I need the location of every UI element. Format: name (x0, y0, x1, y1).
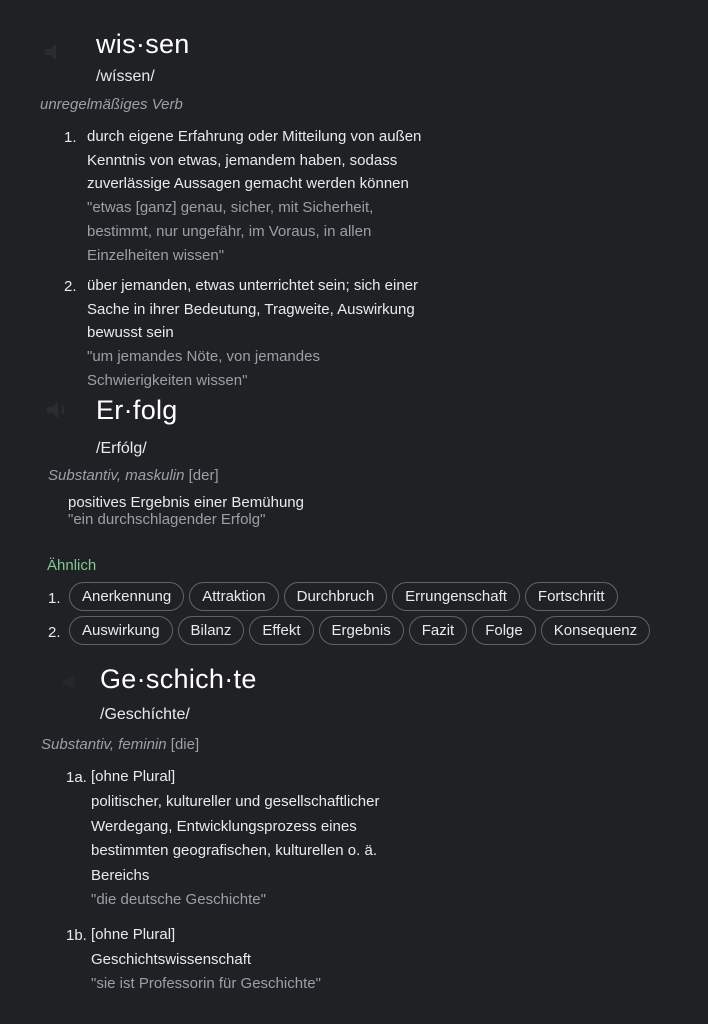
example-line: "etwas [ganz] genau, sicher, mit Sicherheit, (87, 199, 374, 217)
definition-line: bewusst sein (87, 324, 174, 342)
similar-row-number: 2. (48, 624, 61, 641)
example-line: "um jemandes Nöte, von jemandes (87, 348, 320, 366)
similar-word-chip[interactable]: Konsequenz (541, 616, 650, 645)
definition-line: Geschichtswissenschaft (91, 950, 252, 968)
sense-block (87, 125, 421, 267)
headword: Er·folg (96, 395, 178, 425)
sense-number: 1a. (66, 769, 87, 786)
sense-block (91, 923, 321, 997)
similar-word-chip[interactable]: Bilanz (178, 616, 245, 645)
example: "die deutsche Geschichte" (91, 891, 266, 908)
example: "ein durchschlagender Erfolg" (68, 511, 266, 528)
part-of-speech-label: Substantiv, maskulin (48, 467, 185, 484)
similar-words-row (69, 616, 650, 645)
definition-line: Werdegang, Entwicklungsprozess eines (91, 817, 357, 835)
similar-word-chip[interactable]: Anerkennung (69, 582, 184, 611)
sense-number: 1. (64, 129, 77, 146)
definition-line: zuverlässige Aussagen gemacht werden können (87, 175, 409, 193)
speaker-icon[interactable] (60, 670, 90, 694)
pronunciation: /wíssen/ (96, 68, 155, 85)
sense-block (87, 274, 418, 393)
sense-label: [ohne Plural] (91, 926, 176, 943)
similar-word-chip[interactable]: Fazit (409, 616, 468, 645)
pronunciation: /Erfólg/ (96, 440, 147, 457)
sense-label: [ohne Plural] (91, 768, 176, 785)
similar-word-chip[interactable]: Errungenschaft (392, 582, 520, 611)
example-line: Schwierigkeiten wissen" (87, 371, 248, 389)
part-of-speech: unregelmäßiges Verb (40, 96, 183, 113)
similar-word-chip[interactable]: Folge (472, 616, 536, 645)
example: "sie ist Professorin für Geschichte" (91, 975, 321, 992)
part-of-speech (41, 736, 199, 753)
headword: wis·sen (96, 29, 190, 59)
similar-word-chip[interactable]: Attraktion (189, 582, 278, 611)
similar-word-chip[interactable]: Durchbruch (284, 582, 388, 611)
similar-words-label: Ähnlich (47, 557, 97, 574)
definition-line: Bereichs (91, 866, 150, 884)
grammatical-article: [der] (188, 467, 219, 484)
sense-number: 1b. (66, 927, 87, 944)
part-of-speech-label: Substantiv, feminin (41, 736, 167, 753)
grammatical-article: [die] (170, 736, 200, 753)
definition-line: durch eigene Erfahrung oder Mitteilung von außen (87, 128, 422, 145)
speaker-icon[interactable] (44, 398, 74, 422)
definition-line: Kenntnis von etwas, jemandem haben, sodass (87, 151, 398, 169)
definition-line: politischer, kultureller und gesellschaftlicher (91, 793, 380, 810)
definition-line: bestimmten geografischen, kulturellen o. ä. (91, 842, 377, 859)
similar-word-chip[interactable]: Auswirkung (69, 616, 173, 645)
speaker-icon[interactable] (42, 40, 72, 64)
headword: Ge·schich·te (100, 664, 257, 694)
sense-number: 2. (64, 278, 77, 295)
part-of-speech (48, 467, 219, 484)
definition-line: über jemanden, etwas unterrichtet sein; sich einer (87, 277, 419, 294)
similar-row-number: 1. (48, 590, 61, 607)
example-line: bestimmt, nur ungefähr, im Voraus, in allen (87, 222, 372, 240)
pronunciation: /Geschíchte/ (100, 706, 190, 723)
similar-word-chip[interactable]: Effekt (249, 616, 313, 645)
similar-word-chip[interactable]: Ergebnis (319, 616, 404, 645)
similar-words-row (69, 582, 618, 611)
sense-block (91, 790, 379, 913)
definition-line: Sache in ihrer Bedeutung, Tragweite, Auswirkung (87, 300, 415, 318)
similar-word-chip[interactable]: Fortschritt (525, 582, 618, 611)
example-line: Einzelheiten wissen" (87, 246, 225, 264)
definition: positives Ergebnis einer Bemühung (68, 494, 304, 511)
